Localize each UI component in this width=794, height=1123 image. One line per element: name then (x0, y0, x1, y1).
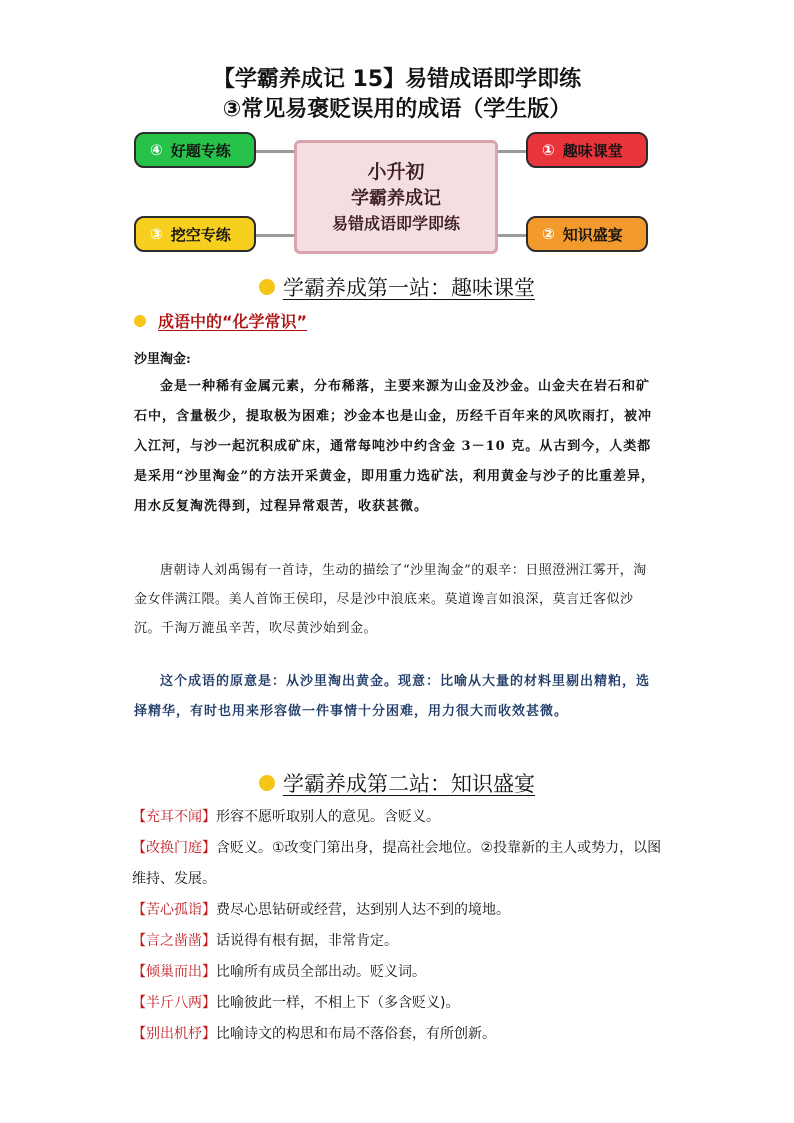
section-heading-station2 (0, 768, 794, 798)
idiom-term: 【倾巢而出】 (132, 964, 216, 980)
list-item (132, 833, 662, 895)
list-item (132, 895, 662, 926)
idiom-label: 沙里淘金: (134, 352, 191, 367)
idiom-definition: 话说得有根有据，非常肯定。 (216, 933, 398, 949)
section-heading-text: 学霸养成第一站：趣味课堂 (283, 276, 535, 300)
idiom-term: 【苦心孤诣】 (132, 902, 216, 918)
connector-line (256, 150, 296, 153)
tab-number: ④ (150, 141, 163, 159)
idiom-definition: 含贬义。①改变门第出身，提高社会地位。②投靠新的主人或势力，以图维持、发展。 (132, 840, 662, 887)
list-item (132, 926, 662, 957)
tab-label: 好题专练 (170, 141, 231, 160)
chick-icon (134, 315, 146, 327)
section-heading-station1 (0, 272, 794, 302)
tab-number: ② (542, 225, 555, 243)
page-title-line1: 【学霸养成记 15】易错成语即学即练 (212, 67, 582, 92)
tab-label: 挖空专练 (170, 225, 231, 244)
tab-label: 知识盛宴 (562, 225, 623, 244)
banner-center-line3: 易错成语即学即练 (331, 214, 460, 234)
subheading (134, 309, 307, 332)
idiom-term: 【别出机杼】 (132, 1026, 216, 1042)
tab-number: ③ (150, 225, 163, 243)
idiom-definition: 费尽心思钻研或经营，达到别人达不到的境地。 (216, 902, 510, 918)
tab-label: 趣味课堂 (562, 141, 623, 160)
tab-fun-class (526, 132, 648, 168)
list-item (132, 802, 662, 833)
idiom-definition: 比喻诗文的构思和布局不落俗套，有所创新。 (216, 1026, 496, 1042)
tab-fill-blank (134, 216, 256, 252)
chick-icon (259, 279, 275, 295)
idiom-definition: 形容不愿听取别人的意见。含贬义。 (216, 809, 440, 825)
banner-center-card (294, 140, 498, 254)
paragraph-meaning: 这个成语的原意是：从沙里淘出黄金。现意：比喻从大量的材料里剔出精粕，选择精华，有时也用来形容做一件事情十分困难，用力很大而收效甚微。 (134, 674, 651, 719)
idiom-definition: 比喻彼此一样，不相上下（多含贬义)。 (216, 995, 460, 1011)
idiom-term: 【半斤八两】 (132, 995, 216, 1011)
mind-map-banner (132, 128, 664, 258)
idiom-term: 【改换门庭】 (132, 840, 216, 856)
page-title-line2: ③常见易褒贬误用的成语（学生版） (222, 97, 572, 122)
idiom-term: 【言之凿凿】 (132, 933, 216, 949)
paragraph-intro: 金是一种稀有金属元素，分布稀落，主要来源为山金及沙金。山金夫在岩石和矿石中，含量极少，提取极为困难；沙金本也是山金，历经千百年来的风吹雨打，被冲入江河，与沙一起沉积成矿床，通常每吨沙中约含金 3－10 克。从古到今，人类都是采用“沙里淘金”的方法开采黄金，即用重力选矿法，利用黄金与沙子的比重差异，用水反复淘洗得到，过程异常艰苦，收获甚微。 (134, 379, 655, 514)
idiom-definition: 比喻所有成员全部出动。贬义词。 (216, 964, 426, 980)
list-item (132, 988, 662, 1019)
list-item (132, 1019, 662, 1050)
idiom-list (132, 802, 662, 1050)
tab-good-questions (134, 132, 256, 168)
tab-number: ① (542, 141, 555, 159)
tab-knowledge-feast (526, 216, 648, 252)
paragraph-poem: 唐朝诗人刘禹锡有一首诗，生动的描绘了“沙里淘金”的艰辛：日照澄洲江雾开，淘金女伴满江隈。美人首饰王侯印，尽是沙中浪底来。莫道谗言如浪深，莫言迁客似沙沉。千淘万漉虽辛苦，吹尽黄沙始到金。 (134, 563, 647, 636)
idiom-term: 【充耳不闻】 (132, 809, 216, 825)
banner-center-line2: 学霸养成记 (351, 188, 441, 210)
list-item (132, 957, 662, 988)
connector-line (256, 234, 296, 237)
chick-icon (259, 775, 275, 791)
subheading-text: 成语中的“化学常识” (158, 312, 308, 331)
section-heading-text: 学霸养成第二站：知识盛宴 (283, 772, 535, 796)
banner-center-line1: 小升初 (367, 160, 425, 183)
